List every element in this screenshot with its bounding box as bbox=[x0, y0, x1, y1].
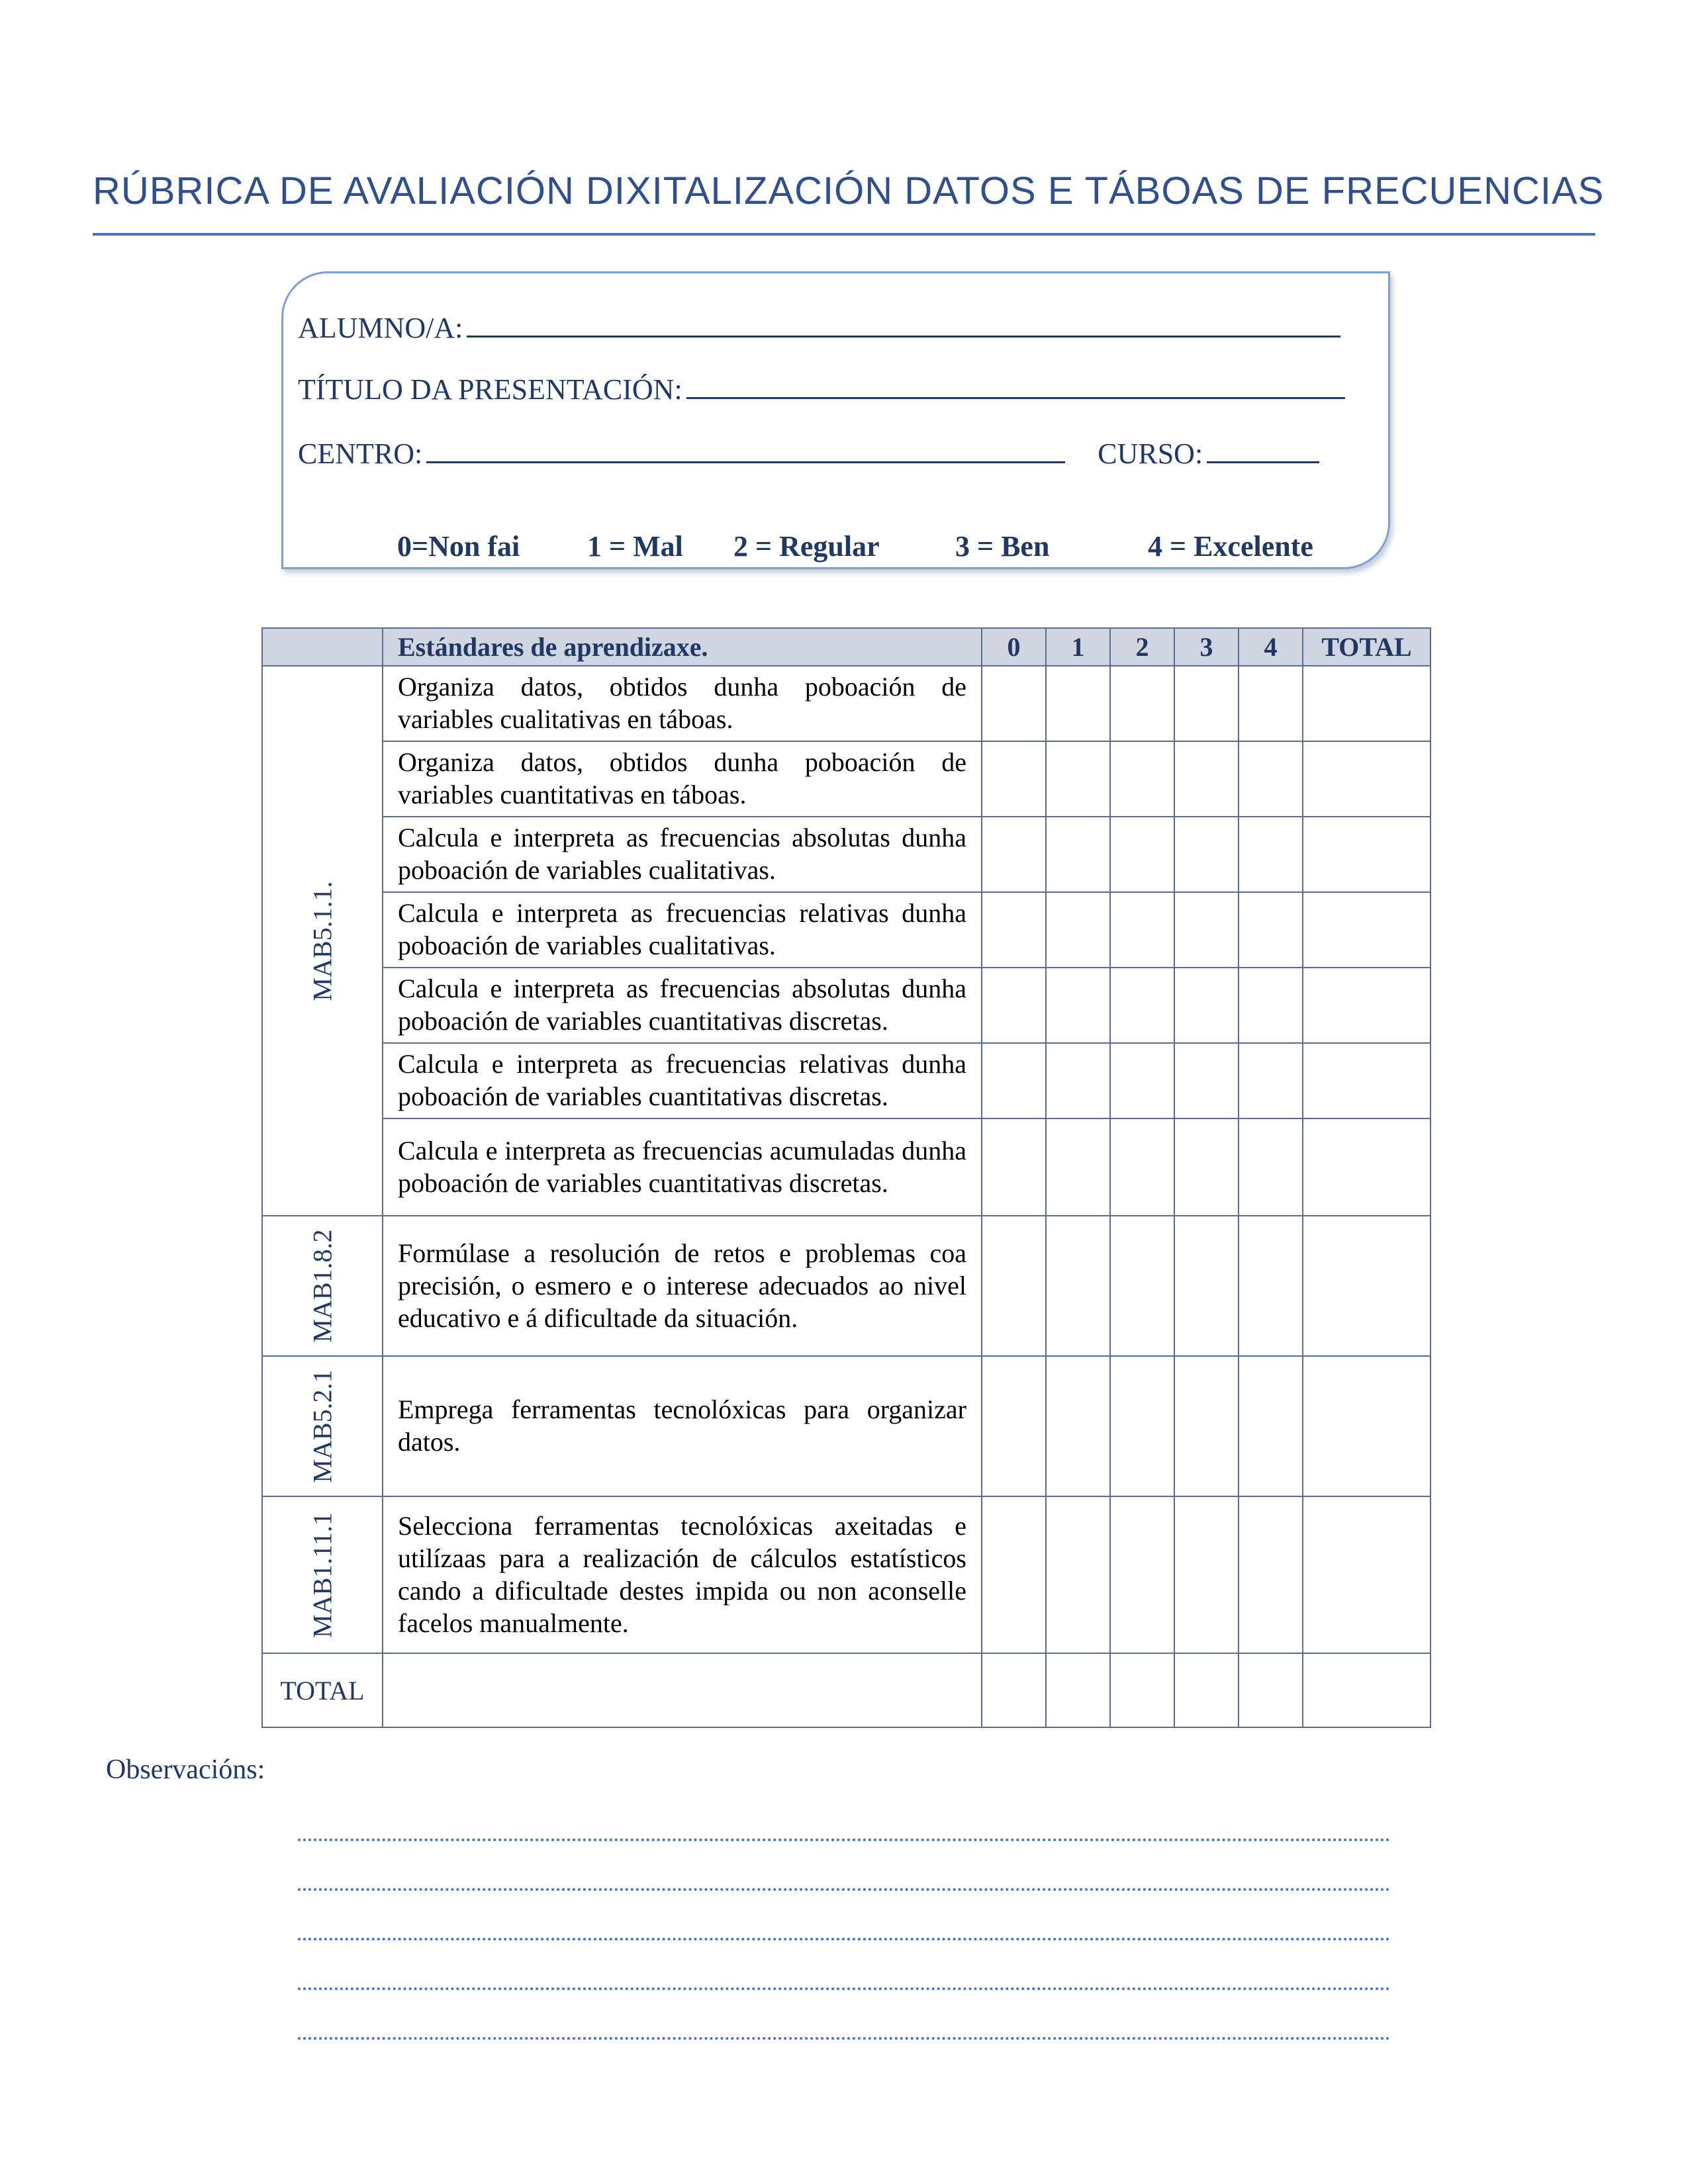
row-total-cell[interactable] bbox=[1303, 968, 1430, 1043]
table-row bbox=[262, 666, 1430, 741]
row-total-cell[interactable] bbox=[1303, 666, 1430, 741]
table-row bbox=[262, 1356, 1430, 1496]
score-cell-2[interactable] bbox=[1110, 1496, 1174, 1653]
score-cell-0[interactable] bbox=[982, 666, 1046, 741]
total-empty-cell bbox=[383, 1653, 982, 1727]
scale-2: 2 = Regular bbox=[733, 530, 880, 563]
score-cell-2[interactable] bbox=[1110, 1216, 1174, 1356]
score-cell-1[interactable] bbox=[1046, 1216, 1110, 1356]
presentation-title-field[interactable] bbox=[686, 397, 1345, 399]
row-total-cell[interactable] bbox=[1303, 1043, 1430, 1118]
table-row bbox=[262, 741, 1430, 817]
score-cell-2[interactable] bbox=[1110, 1118, 1174, 1216]
school-line bbox=[298, 437, 1319, 471]
score-cell-4[interactable] bbox=[1239, 741, 1303, 817]
code-cell bbox=[262, 1356, 383, 1496]
student-name-line bbox=[298, 311, 1340, 345]
table-row bbox=[262, 1043, 1430, 1118]
score-cell-0[interactable] bbox=[982, 1043, 1046, 1118]
row-total-cell[interactable] bbox=[1303, 1216, 1430, 1356]
observation-line-5[interactable] bbox=[298, 2037, 1390, 2040]
score-cell-4[interactable] bbox=[1239, 1118, 1303, 1216]
standard-text: Calcula e interpreta as frecuencias absolutas dunha poboación de variables cuantitativas discretas. bbox=[383, 968, 982, 1043]
score-cell-3[interactable] bbox=[1174, 741, 1239, 817]
presentation-title-line bbox=[298, 373, 1345, 406]
header-col-0: 0 bbox=[982, 628, 1046, 666]
scale-1: 1 = Mal bbox=[587, 530, 683, 563]
page-title: RÚBRICA DE AVALIACIÓN DIXITALIZACIÓN DATOS E TÁBOAS DE FRECUENCIAS bbox=[93, 169, 1605, 212]
score-cell-1[interactable] bbox=[1046, 741, 1110, 817]
header-standards: Estándares de aprendizaxe. bbox=[383, 628, 982, 666]
score-cell-0[interactable] bbox=[982, 968, 1046, 1043]
row-total-cell[interactable] bbox=[1303, 741, 1430, 817]
score-cell-1[interactable] bbox=[1046, 666, 1110, 741]
score-cell-4[interactable] bbox=[1239, 1496, 1303, 1653]
table-row bbox=[262, 1216, 1430, 1356]
score-cell-4[interactable] bbox=[1239, 817, 1303, 892]
score-cell-4[interactable] bbox=[1239, 1216, 1303, 1356]
score-cell-3[interactable] bbox=[1174, 817, 1239, 892]
score-cell-2[interactable] bbox=[1110, 968, 1174, 1043]
standard-text: Calcula e interpreta as frecuencias relativas dunha poboación de variables cualitativas. bbox=[383, 892, 982, 968]
standard-text: Calcula e interpreta as frecuencias absolutas dunha poboación de variables cualitativas. bbox=[383, 817, 982, 892]
row-total-cell[interactable] bbox=[1303, 817, 1430, 892]
table-header-row bbox=[262, 628, 1430, 666]
code-cell bbox=[262, 666, 383, 1216]
score-cell-3[interactable] bbox=[1174, 892, 1239, 968]
score-cell-3[interactable] bbox=[1174, 1118, 1239, 1216]
student-name-label: ALUMNO/A: bbox=[298, 312, 463, 344]
score-cell-4[interactable] bbox=[1239, 1043, 1303, 1118]
score-cell-0[interactable] bbox=[982, 817, 1046, 892]
score-cell-2[interactable] bbox=[1110, 1043, 1174, 1118]
standard-code: MAB1.11.1 bbox=[307, 1512, 338, 1638]
standard-code: MAB5.1.1. bbox=[307, 880, 338, 1001]
score-cell-4[interactable] bbox=[1239, 892, 1303, 968]
score-cell-1[interactable] bbox=[1046, 892, 1110, 968]
student-name-field[interactable] bbox=[467, 336, 1340, 338]
row-total-cell[interactable] bbox=[1303, 1356, 1430, 1496]
observation-line-1[interactable] bbox=[298, 1839, 1390, 1841]
header-col-2: 2 bbox=[1110, 628, 1174, 666]
course-field[interactable] bbox=[1207, 461, 1319, 463]
standard-text: Emprega ferramentas tecnolóxicas para organizar datos. bbox=[383, 1356, 982, 1496]
total-row bbox=[262, 1653, 1430, 1727]
table-row bbox=[262, 817, 1430, 892]
observation-line-4[interactable] bbox=[298, 1987, 1390, 1990]
score-cell-2[interactable] bbox=[1110, 817, 1174, 892]
score-cell-3[interactable] bbox=[1174, 968, 1239, 1043]
total-cell-4[interactable] bbox=[1239, 1653, 1303, 1727]
score-cell-1[interactable] bbox=[1046, 968, 1110, 1043]
title-divider bbox=[93, 233, 1595, 236]
header-col-4: 4 bbox=[1239, 628, 1303, 666]
scale-4: 4 = Excelente bbox=[1148, 530, 1313, 563]
total-cell-2[interactable] bbox=[1110, 1653, 1174, 1727]
row-total-cell[interactable] bbox=[1303, 1496, 1430, 1653]
school-label: CENTRO: bbox=[298, 437, 423, 470]
score-cell-2[interactable] bbox=[1110, 666, 1174, 741]
standard-text: Organiza datos, obtidos dunha poboación de variables cuantitativas en táboas. bbox=[383, 741, 982, 817]
code-cell bbox=[262, 1216, 383, 1356]
table-row bbox=[262, 968, 1430, 1043]
header-col-1: 1 bbox=[1046, 628, 1110, 666]
standard-text: Formúlase a resolución de retos e problemas coa precisión, o esmero e o interese adecuados ao nivel educativo e á dificultade da situación. bbox=[383, 1216, 982, 1356]
score-cell-0[interactable] bbox=[982, 1216, 1046, 1356]
total-label: TOTAL bbox=[262, 1653, 383, 1727]
score-cell-4[interactable] bbox=[1239, 968, 1303, 1043]
course-label: CURSO: bbox=[1098, 437, 1203, 470]
code-cell bbox=[262, 1496, 383, 1653]
score-cell-4[interactable] bbox=[1239, 1356, 1303, 1496]
score-cell-3[interactable] bbox=[1174, 1043, 1239, 1118]
total-cell-1[interactable] bbox=[1046, 1653, 1110, 1727]
header-col-3: 3 bbox=[1174, 628, 1239, 666]
score-cell-0[interactable] bbox=[982, 1356, 1046, 1496]
observation-line-2[interactable] bbox=[298, 1888, 1390, 1891]
score-cell-0[interactable] bbox=[982, 1118, 1046, 1216]
score-cell-1[interactable] bbox=[1046, 1118, 1110, 1216]
score-cell-2[interactable] bbox=[1110, 1356, 1174, 1496]
observations-label: Observacións: bbox=[106, 1754, 265, 1785]
score-cell-1[interactable] bbox=[1046, 1356, 1110, 1496]
row-total-cell[interactable] bbox=[1303, 1118, 1430, 1216]
standard-code: MAB5.2.1 bbox=[307, 1369, 338, 1483]
score-cell-1[interactable] bbox=[1046, 817, 1110, 892]
score-cell-4[interactable] bbox=[1239, 666, 1303, 741]
total-cell-0[interactable] bbox=[982, 1653, 1046, 1727]
score-cell-3[interactable] bbox=[1174, 1356, 1239, 1496]
row-total-cell[interactable] bbox=[1303, 892, 1430, 968]
table-row bbox=[262, 892, 1430, 968]
presentation-title-label: TÍTULO DA PRESENTACIÓN: bbox=[298, 373, 682, 406]
score-cell-2[interactable] bbox=[1110, 741, 1174, 817]
standard-text: Calcula e interpreta as frecuencias acumuladas dunha poboación de variables cuantitativas discretas. bbox=[383, 1118, 982, 1216]
table-row bbox=[262, 1496, 1430, 1653]
scale-3: 3 = Ben bbox=[955, 530, 1050, 563]
rubric-table bbox=[261, 627, 1431, 1728]
table-row bbox=[262, 1118, 1430, 1216]
score-cell-1[interactable] bbox=[1046, 1496, 1110, 1653]
standard-code: MAB1.8.2 bbox=[307, 1229, 338, 1343]
grand-total-cell[interactable] bbox=[1303, 1653, 1430, 1727]
score-cell-3[interactable] bbox=[1174, 1216, 1239, 1356]
score-cell-2[interactable] bbox=[1110, 892, 1174, 968]
score-cell-3[interactable] bbox=[1174, 666, 1239, 741]
header-total: TOTAL bbox=[1303, 628, 1430, 666]
score-cell-0[interactable] bbox=[982, 892, 1046, 968]
header-empty-cell bbox=[262, 628, 383, 666]
observation-line-3[interactable] bbox=[298, 1938, 1390, 1940]
score-cell-3[interactable] bbox=[1174, 1496, 1239, 1653]
total-cell-3[interactable] bbox=[1174, 1653, 1239, 1727]
scale-0: 0=Non fai bbox=[397, 530, 520, 563]
standard-text: Selecciona ferramentas tecnolóxicas axeitadas e utilízaas para a realización de cálculos estatísticos cando a dificultade destes impida ou non aconselle facelos manualmente. bbox=[383, 1496, 982, 1653]
school-field[interactable] bbox=[426, 461, 1065, 463]
score-cell-0[interactable] bbox=[982, 1496, 1046, 1653]
score-cell-0[interactable] bbox=[982, 741, 1046, 817]
score-cell-1[interactable] bbox=[1046, 1043, 1110, 1118]
standard-text: Organiza datos, obtidos dunha poboación de variables cualitativas en táboas. bbox=[383, 666, 982, 741]
standard-text: Calcula e interpreta as frecuencias relativas dunha poboación de variables cuantitativas discretas. bbox=[383, 1043, 982, 1118]
